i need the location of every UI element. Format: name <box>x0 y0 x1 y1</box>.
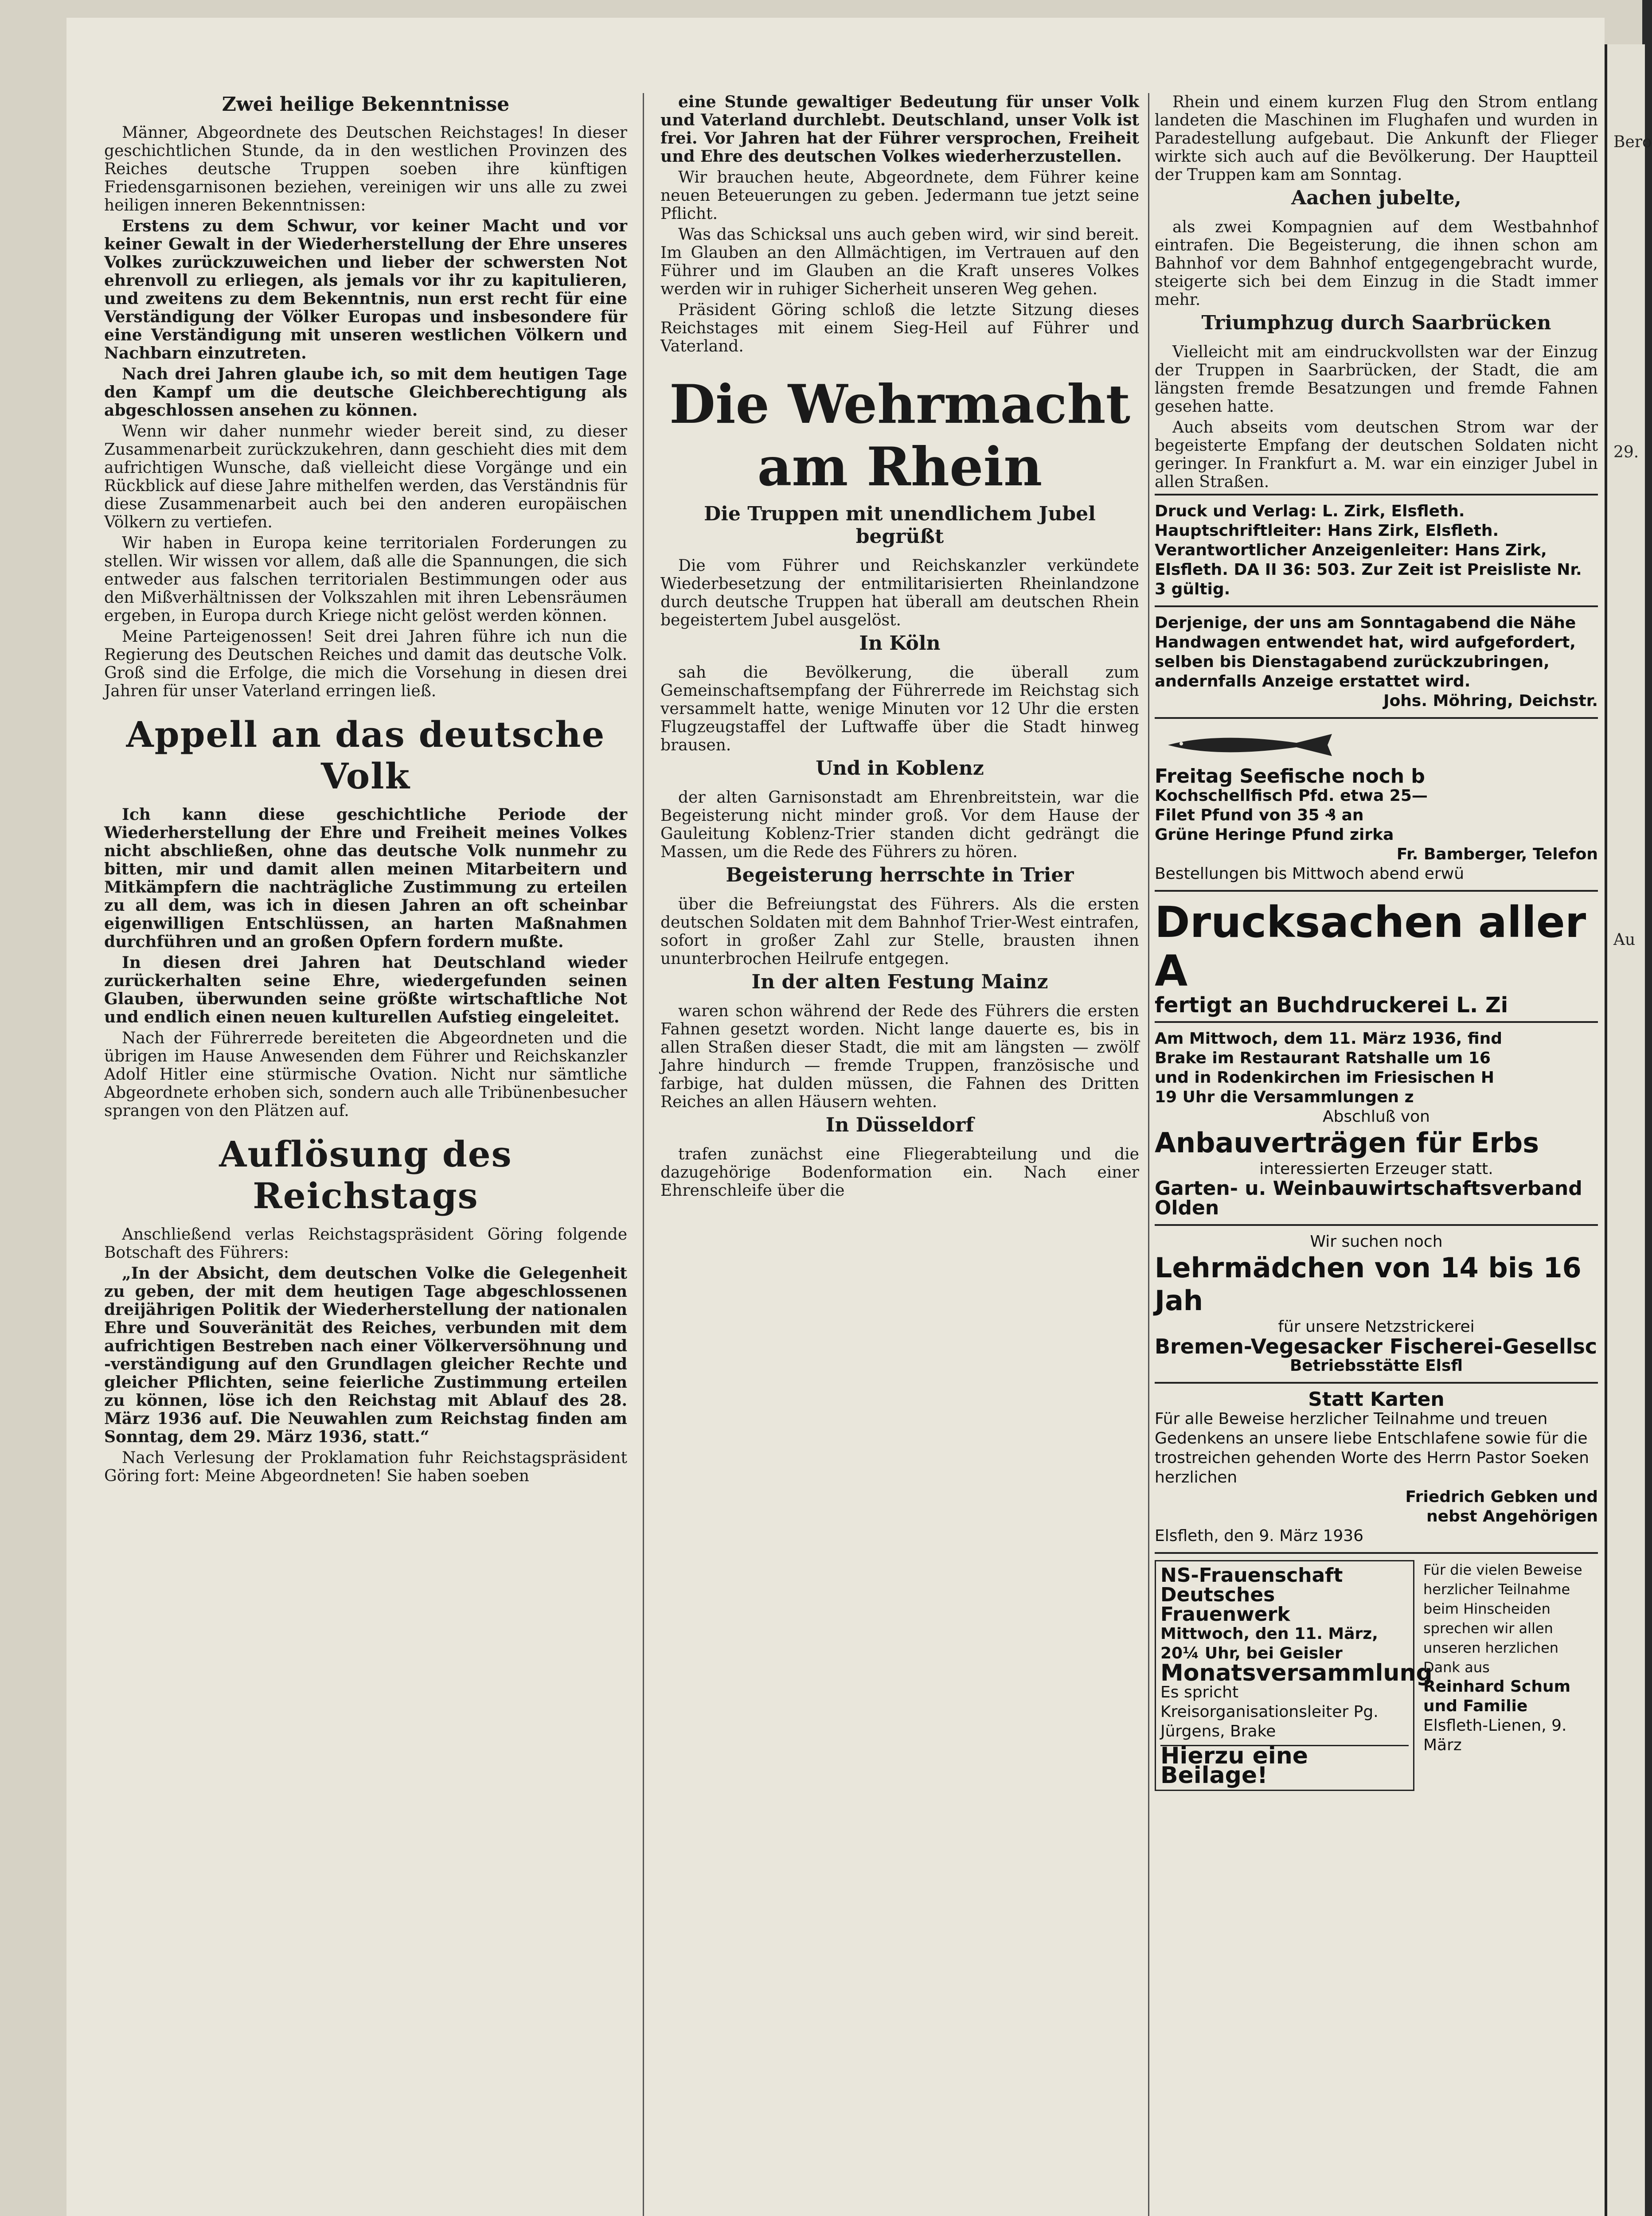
ad-seefische-l4: Grüne Heringe Pfund zirka <box>1155 826 1394 844</box>
ad-dank-date: Elsfleth-Lienen, 9. März <box>1423 1717 1567 1754</box>
ad-handwagen-signature: Johs. Möhring, Deichstr. <box>1383 692 1598 710</box>
headline-saarbruecken: Triumphzug durch Saarbrücken <box>1201 312 1551 334</box>
ad-seefische-l1: Freitag Seefische noch b <box>1155 765 1425 788</box>
ad-lehr-l2: für unsere Netzstrickerei <box>1278 1318 1475 1336</box>
ad-anbauvertraege <box>1155 1021 1598 1224</box>
ad-lehr-l3: Bremen-Vegesacker Fischerei-Gesellsc <box>1155 1334 1597 1358</box>
ad-lehr-title: Lehrmädchen von 14 bis 16 Jah <box>1155 1252 1582 1317</box>
paragraph: Erstens zu dem Schwur, vor keiner Macht und vor keiner Gewalt in der Wiederherstellung der Ehre unseres Volkes zurückzuweichen und lieber der schwersten Not ehrenvoll zu erliegen, als jemals vor ihr zu kapitulieren, und zweitens zu dem Bekenntnis, nun erst recht für eine Verständigung der Völker Europas und insbesondere für eine Verständigung mit unseren westlichen Völkern und Nachbarn einzutreten. <box>104 217 627 363</box>
ad-dank-text: Für die vielen Beweise herzlicher Teilnahme beim Hinscheiden sprechen wir allen unseren herzlichen Dank aus <box>1423 1561 1582 1676</box>
paragraph: Männer, Abgeordnete des Deutschen Reichstages! In dieser geschichtlichen Stunde, da in den westlichen Provinzen des Reiches deutsche Truppen soeben ihre künftigen Friedensgarnisonen beziehen, vereinigen wir uns alle zu zwei heiligen inneren Bekenntnissen: <box>104 124 627 215</box>
paragraph: der alten Garnisonstadt am Ehrenbreitstein, war die Begeisterung nicht minder groß. Vor dem Hause der Gauleitung Koblenz-Trier standen dicht gedrängt die Massen, um die Rede des Führers zu hören. <box>660 788 1139 861</box>
ad-frauenschaft <box>1155 1560 1433 1791</box>
ad-karten-date: Elsfleth, den 9. März 1936 <box>1155 1527 1364 1545</box>
headline-mainz: In der alten Festung Mainz <box>751 971 1048 993</box>
paragraph: Was das Schicksal uns auch geben wird, wir sind bereit. Im Glauben an den Allmächtigen, im Vertrauen auf den Führer und im Glauben an die Kraft unseres Volkes werden wir in ruhiger Sicherheit unseren Weg gehen. <box>660 226 1139 298</box>
paragraph: Wenn wir daher nunmehr wieder bereit sind, zu dieser Zusammenarbeit zurückzukehren, dann geschieht dies mit dem aufrichtigen Wunsche, daß vielleicht diese Vorgänge und ein Rückblick auf diese Jahre mithelfen werden, das Verständnis für diese Zusammenarbeit auch bei den anderen europäischen Völkern zu vertiefen. <box>104 422 627 531</box>
column-2 <box>660 93 1139 1202</box>
imprint-text: Druck und Verlag: L. Zirk, Elsfleth. Hauptschriftleiter: Hans Zirk, Elsfleth. Verantwortlicher Anzeigenleiter: Hans Zirk, Elsfleth. DA II 36: 503. Zur Zeit ist Preisliste Nr. 3 gültig. <box>1155 502 1582 598</box>
paragraph: Wir brauchen heute, Abgeordnete, dem Führer keine neuen Beteuerungen zu geben. Jedermann tue jetzt seine Pflicht. <box>660 168 1139 223</box>
paragraph: sah die Bevölkerung, die überall zum Gemeinschaftsempfang der Führerrede im Reichstag sich versammelt hatte, wenige Minuten vor 12 Uhr die ersten Flugzeugstaffel der Luftwaffe über die Stadt hinweg brausen. <box>660 663 1139 754</box>
ad-seefische-l5: Fr. Bamberger, Telefon <box>1396 845 1598 863</box>
headline-appell: Appell an das deutsche Volk <box>126 714 605 797</box>
ad-karten-sig1: Friedrich Gebken und <box>1405 1488 1598 1506</box>
headline-aufloesung: Auflösung des Reichstags <box>219 1133 512 1217</box>
ad-frauen-l1: NS-Frauenschaft <box>1160 1564 1343 1587</box>
ad-lehr-l1: Wir suchen noch <box>1310 1233 1443 1251</box>
paragraph: Vielleicht mit am eindruckvollsten war der Einzug der Truppen in Saarbrücken, der Stadt, die am längsten fremde Besatzungen und fremde Fahnen gesehen hatte. <box>1155 343 1598 416</box>
ad-frauen-l4: Es spricht Kreisorganisationsleiter Pg. Jürgens, Brake <box>1160 1683 1379 1740</box>
ad-anbau-title: Anbauverträgen für Erbs <box>1155 1127 1539 1159</box>
paragraph: trafen zunächst eine Fliegerabteilung und die dazugehörige Bodenformation ein. Nach einer Ehrenschleife über die <box>660 1145 1139 1200</box>
ad-lehr-l4: Betriebsstätte Elsfl <box>1289 1357 1463 1375</box>
strip-text-3: Au <box>1613 931 1636 949</box>
paragraph: Auch abseits vom deutschen Strom war der begeisterte Empfang der deutschen Soldaten nicht geringer. In Frankfurt a. M. war ein einziger Jubel in allen Straßen. <box>1155 418 1598 491</box>
paragraph: Ich kann diese geschichtliche Periode der Wiederherstellung der Ehre und Freiheit meines Volkes nicht abschließen, ohne das deutsche Volk nunmehr zu bitten, mir und damit allen meinen Mitarbeitern und Mitkämpfern die nachträgliche Zustimmung zu erteilen zu all dem, was ich in diesen Jahren an oft scheinbar eigenwilligen Entschlüssen, an harten Maßnahmen durchführen und an großen Opfern fordern mußte. <box>104 805 627 951</box>
imprint <box>1155 494 1598 605</box>
paragraph: Wir haben in Europa keine territorialen Forderungen zu stellen. Wir wissen vor allem, daß alle die Spannungen, die sich entweder aus falschen territorialen Bestimmungen oder aus den Mißverhältnissen der Volkszahlen mit ihren Lebensräumen ergeben, in Europa durch Kriege nicht gelöst werden können. <box>104 534 627 625</box>
paragraph: In diesen drei Jahren hat Deutschland wieder zurückerhalten seine Ehre, wiedergefunden seinen Glauben, überwunden seine größte wirtschaftliche Not und endlich einen neuen kulturellen Aufstieg eingeleitet. <box>104 953 627 1026</box>
strip-text-1: Bero <box>1613 133 1652 151</box>
column-rule-2 <box>1148 93 1149 2216</box>
ad-drucksachen-sub: fertigt an Buchdruckerei L. Zi <box>1155 993 1508 1018</box>
ad-anbau-l2: Brake im Restaurant Ratshalle um 16 <box>1155 1049 1491 1067</box>
subheadline-jubel: Die Truppen mit unendlichem Jubel begrüßt <box>704 503 1096 548</box>
ad-karten-title: Statt Karten <box>1308 1388 1445 1411</box>
headline-bekenntnisse: Zwei heilige Bekenntnisse <box>222 93 510 116</box>
ad-anbau-l6: interessierten Erzeuger statt. <box>1259 1160 1493 1178</box>
ad-statt-karten <box>1155 1382 1598 1552</box>
ad-seefische <box>1155 717 1598 890</box>
headline-wehrmacht: Die Wehrmacht am Rhein <box>669 373 1131 498</box>
headline-aachen: Aachen jubelte, <box>1291 187 1461 209</box>
paragraph: Nach der Führerrede bereiteten die Abgeordneten und die übrigen im Hause Anwesenden dem Führer und Reichskanzler Adolf Hitler eine stürmische Ovation. Nicht nur sämtliche Abgeordnete erhoben sich, sondern auch alle Tribünenbesucher sprangen von den Plätzen auf. <box>104 1029 627 1120</box>
ad-bottom-row <box>1155 1552 1598 1797</box>
ad-frauen-l3: Mittwoch, den 11. März, 20¼ Uhr, bei Geisler <box>1160 1625 1378 1662</box>
ad-anbau-l1: Am Mittwoch, dem 11. März 1936, find <box>1155 1030 1503 1048</box>
ad-dank-sig: Reinhard Schum und Familie <box>1423 1678 1571 1715</box>
ad-beilage: Hierzu eine Beilage! <box>1160 1745 1409 1785</box>
paragraph: Meine Parteigenossen! Seit drei Jahren führe ich nun die Regierung des Deutschen Reiches und damit das deutsche Volk. Groß sind die Erfolge, die mich die Vorsehung in diesen drei Jahren für unser Vaterland erringen ließ. <box>104 628 627 700</box>
paragraph: waren schon während der Rede des Führers die ersten Fahnen gesetzt worden. Nicht lange dauerte es, bis in allen Straßen dieser Stadt, die mit am längsten — zwölf Jahre hindurch — fremde Truppen, französische und farbige, hat dulden müssen, die Fahnen des Dritten Reiches an allen Häusern wehten. <box>660 1002 1139 1111</box>
paragraph: Nach drei Jahren glaube ich, so mit dem heutigen Tage den Kampf um die deutsche Gleichberechtigung als abgeschlossen ansehen zu können. <box>104 365 627 420</box>
fish-icon <box>1164 730 1341 761</box>
ad-anbau-l4: 19 Uhr die Versammlungen z <box>1155 1088 1414 1106</box>
ad-frauen-title: Monatsversammlung <box>1160 1660 1433 1686</box>
paragraph: Anschließend verlas Reichstagspräsident Göring folgende Botschaft des Führers: <box>104 1225 627 1262</box>
ad-karten-text: Für alle Beweise herzlicher Teilnahme und treuen Gedenkens an unsere liebe Entschlafene sowie für die trostreichen gehenden Worte des Herrn Pastor Soeken herzlichen <box>1155 1410 1590 1486</box>
paragraph: „In der Absicht, dem deutschen Volke die Gelegenheit zu geben, der mit dem heutigen Tage abgeschlossenen dreijährigen Politik der Wiederherstellung der nationalen Ehre und Souveränität des Reiches, verbunden mit dem aufrichtigen Bestreben nach einer Völkerversöhnung und -verständigung auf den Grundlagen gleicher Rechte und gleicher Pflichten, seine feierliche Zustimmung erteilen zu können, löse ich den Reichstag mit Ablauf des 28. März 1936 auf. Die Neuwahlen zum Reichstag finden am Sonntag, dem 29. März 1936, statt.“ <box>104 1264 627 1446</box>
ad-danksagung <box>1423 1560 1598 1791</box>
paragraph: über die Befreiungstat des Führers. Als die ersten deutschen Soldaten mit dem Bahnhof Trier-West eintrafen, sofort in großer Zahl zur Stelle, brausten ihnen ununterbrochen Heilrufe entgegen. <box>660 895 1139 968</box>
ad-lehrmaedchen <box>1155 1224 1598 1382</box>
headline-koeln: In Köln <box>859 632 941 655</box>
column-rule-1 <box>643 93 644 2216</box>
paragraph: Rhein und einem kurzen Flug den Strom entlang landeten die Maschinen im Flughafen und wurden in Paradestellung aufgebaut. Die Ankunft der Flieger wirkte sich auch auf die Bevölkerung. Der Hauptteil der Truppen kam am Sonntag. <box>1155 93 1598 184</box>
ad-handwagen-text: Derjenige, der uns am Sonntagabend die Nähe Handwagen entwendet hat, wird aufgefordert, selben bis Dienstagabend zurückzubringen, andernfalls Anzeige erstattet wird. <box>1155 614 1576 691</box>
paragraph: Nach Verlesung der Proklamation fuhr Reichstagspräsident Göring fort: Meine Abgeordneten! Sie haben soeben <box>104 1449 627 1485</box>
ad-anbau-l7: Garten- u. Weinbauwirtschaftsverband Olden <box>1155 1177 1582 1219</box>
ad-seefische-l3: Filet Pfund von 35 ₰ an <box>1155 806 1364 824</box>
paragraph: Die vom Führer und Reichskanzler verkündete Wiederbesetzung der entmilitarisierten Rheinlandzone durch deutsche Truppen hat überall am deutschen Rhein begeistertem Jubel ausgelöst. <box>660 557 1139 629</box>
paragraph: als zwei Kompagnien auf dem Westbahnhof eintrafen. Die Begeisterung, die ihnen schon am Bahnhof vor dem Bahnhof entgegengebracht wurde, steigerte sich bei dem Einzug in die Stadt immer mehr. <box>1155 218 1598 309</box>
ad-drucksachen <box>1155 890 1598 1021</box>
next-page-edge <box>1605 44 1645 2216</box>
ad-anbau-l3: und in Rodenkirchen im Friesischen H <box>1155 1069 1494 1087</box>
column-3 <box>1155 93 1598 1797</box>
paragraph: eine Stunde gewaltiger Bedeutung für unser Volk und Vaterland durchlebt. Deutschland, unser Volk ist frei. Vor Jahren hat der Führer versprochen, Freiheit und Ehre des deutschen Volkes wiederherzustellen. <box>660 93 1139 166</box>
strip-text-2: 29. <box>1613 443 1639 461</box>
headline-trier: Begeisterung herrschte in Trier <box>726 864 1074 886</box>
column-1 <box>104 93 627 1488</box>
ad-anbau-l5: Abschluß von <box>1323 1108 1430 1126</box>
paragraph: Präsident Göring schloß die letzte Sitzung dieses Reichstages mit einem Sieg-Heil auf Führer und Vaterland. <box>660 301 1139 355</box>
ad-seefische-l6: Bestellungen bis Mittwoch abend erwü <box>1155 865 1465 883</box>
ad-handwagen <box>1155 605 1598 717</box>
headline-koblenz: Und in Koblenz <box>816 757 984 780</box>
headline-duesseldorf: In Düsseldorf <box>825 1114 974 1136</box>
ad-frauen-l2: Deutsches Frauenwerk <box>1160 1584 1290 1626</box>
ad-drucksachen-title: Drucksachen aller A <box>1155 897 1586 996</box>
ad-seefische-l2: Kochschellfisch Pfd. etwa 25— <box>1155 787 1428 805</box>
ad-karten-sig2: nebst Angehörigen <box>1426 1507 1598 1525</box>
